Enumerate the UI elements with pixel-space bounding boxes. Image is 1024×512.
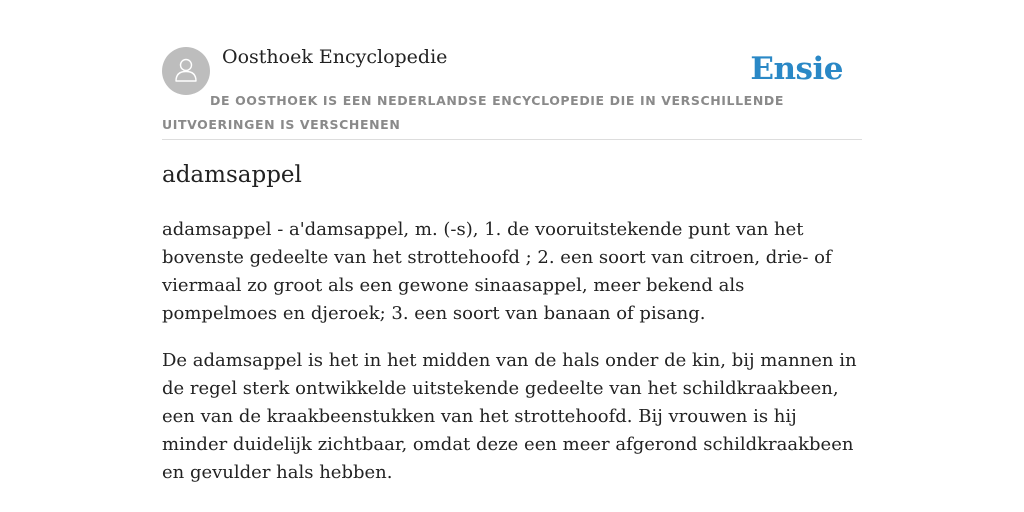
definition-paragraph: adamsappel - a'damsappel, m. (-s), 1. de vooruitstekende punt van het bovenste gedeelte van het strottehoofd ; 2. een soort van citroen, drie- of viermaal zo groot als een gewone sinaasappel, meer bekend als pompelmoes en djeroek; 3. een soort van banaan of pisang. — [162, 219, 832, 324]
avatar[interactable] — [162, 47, 210, 95]
source-description: DE OOSTHOEK IS EEN NEDERLANDSE ENCYCLOPEDIE DIE IN VERSCHILLENDE UITVOERINGEN IS VERSCHENEN — [162, 93, 784, 132]
source-header — [162, 0, 862, 140]
page — [162, 0, 862, 483]
brand-logo[interactable]: Ensie — [750, 51, 843, 87]
entry-body — [162, 216, 862, 506]
source-title[interactable]: Oosthoek Encyclopedie — [222, 46, 448, 68]
entry-title: adamsappel — [162, 162, 302, 188]
user-icon — [171, 54, 201, 88]
description-paragraph: De adamsappel is het in het midden van de hals onder de kin, bij mannen in de regel sterk ontwikkelde uitstekende gedeelte van het schildkraakbeen, een van de kraakbeenstukken van het strottehoofd. Bij vrouwen is hij minder duidelijk zichtbaar, omdat deze een meer afgerond schildkraakbeen en gevulder hals hebben. — [162, 350, 857, 483]
